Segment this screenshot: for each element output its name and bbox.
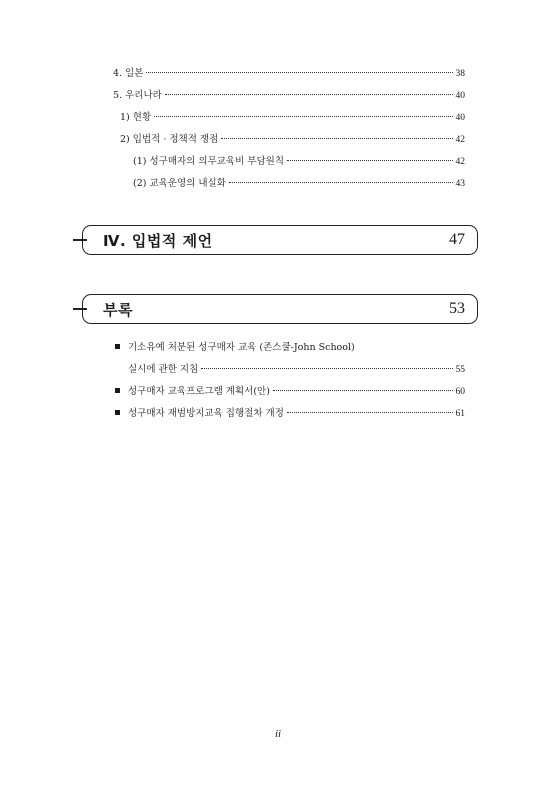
appendix-entry-john-school[interactable] xyxy=(115,342,465,354)
toc-label: 2) 입법적 · 정책적 쟁점 xyxy=(120,134,219,145)
toc-entry-education-cost[interactable] xyxy=(133,156,465,168)
toc-entry-policy-issues[interactable] xyxy=(120,134,465,146)
leader-dots xyxy=(146,72,452,73)
appendix-page-number: 61 xyxy=(455,409,465,419)
toc-entry-status[interactable] xyxy=(120,112,465,124)
square-bullet-icon xyxy=(115,344,120,349)
toc-page-number: 38 xyxy=(455,69,465,79)
leader-dots xyxy=(201,368,452,369)
toc-label: 1) 현황 xyxy=(120,112,152,123)
appendix-label-continuation: 실시에 관한 지침 xyxy=(128,364,199,375)
appendix-entry-john-school-continuation[interactable] xyxy=(128,364,465,376)
appendix-label: 성구매자 교육프로그램 계획서(안) xyxy=(128,386,270,397)
leader-dots xyxy=(273,390,453,391)
leader-dots xyxy=(165,94,453,95)
toc-entry-japan[interactable] xyxy=(113,68,465,80)
appendix-label: 기소유예 처분된 성구매자 교육 (존스쿨-John School) xyxy=(128,342,355,353)
toc-page-number: 43 xyxy=(455,179,465,189)
toc-page-number: 42 xyxy=(455,135,465,145)
leader-dots xyxy=(287,160,453,161)
leader-dots xyxy=(221,138,452,139)
toc-page-number: 42 xyxy=(455,157,465,167)
leader-dots xyxy=(229,182,453,183)
section-heading-appendix[interactable] xyxy=(82,294,478,324)
leader-dots xyxy=(154,116,452,117)
section-title: 부록 xyxy=(103,300,133,319)
section-page-number: 47 xyxy=(449,231,465,248)
square-bullet-icon xyxy=(115,388,120,393)
appendix-entry-program-plan[interactable] xyxy=(115,386,465,398)
appendix-entry-procedure-revision[interactable] xyxy=(115,408,465,420)
box-dash-decoration xyxy=(73,308,87,310)
appendix-page-number: 60 xyxy=(455,387,465,397)
toc-page-number: 40 xyxy=(455,113,465,123)
leader-dots xyxy=(287,412,453,413)
box-dash-decoration xyxy=(73,239,87,241)
toc-page-number: 40 xyxy=(455,91,465,101)
toc-label: (1) 성구매자의 의무교육비 부담원칙 xyxy=(133,156,284,167)
footer-page-number: ii xyxy=(274,728,282,740)
section-page-number: 53 xyxy=(449,300,465,317)
toc-label: 5. 우리나라 xyxy=(113,90,162,101)
section-title: Ⅳ. 입법적 제언 xyxy=(103,231,213,250)
toc-label: 4. 일본 xyxy=(113,68,144,79)
square-bullet-icon xyxy=(115,410,120,415)
appendix-label: 성구매자 재범방지교육 집행절차 개정 xyxy=(128,408,284,419)
toc-label: (2) 교육운영의 내실화 xyxy=(133,178,226,189)
appendix-page-number: 55 xyxy=(455,365,465,375)
toc-entry-korea[interactable] xyxy=(113,90,465,102)
section-heading-legislative[interactable] xyxy=(82,225,478,255)
toc-entry-operation[interactable] xyxy=(133,178,465,190)
